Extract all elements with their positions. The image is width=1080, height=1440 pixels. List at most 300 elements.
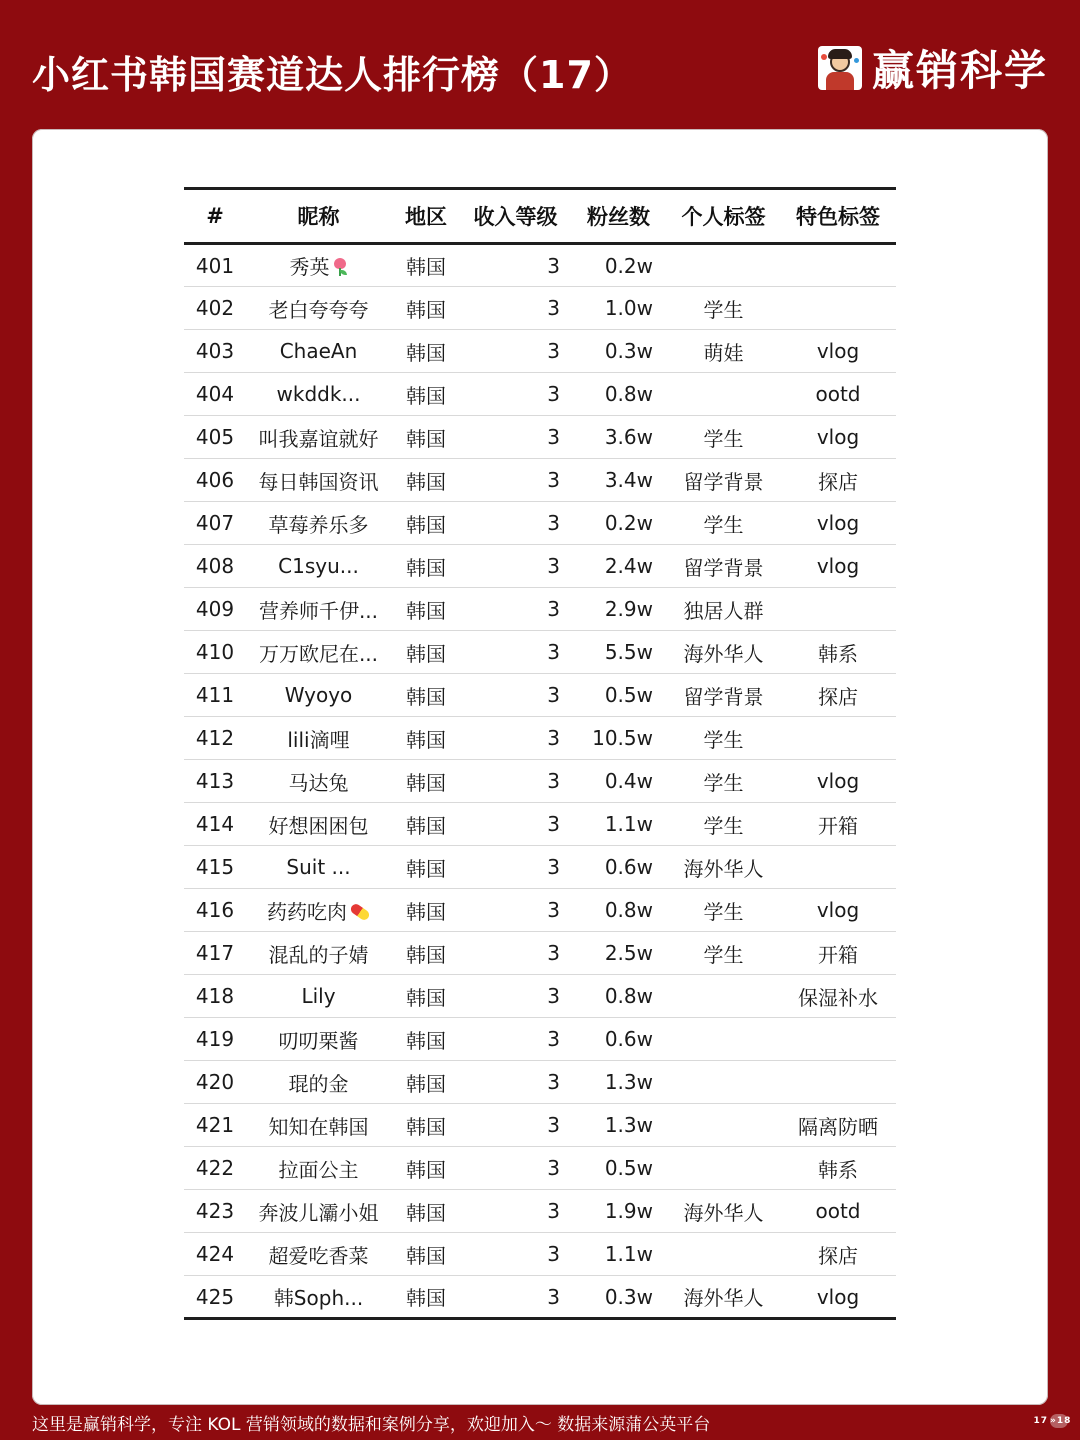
cell-personal-tag <box>667 459 780 502</box>
table-row <box>184 330 896 373</box>
cell-rank <box>184 1233 246 1276</box>
cell-income-level <box>461 502 570 545</box>
cell-followers <box>570 287 667 330</box>
cell-personal-tag <box>667 373 780 416</box>
region-text: 韩国 <box>406 1071 446 1096</box>
brand-name: 赢销科学 <box>871 46 1048 95</box>
table-row <box>184 1233 896 1276</box>
table-row <box>184 631 896 674</box>
income-level-text: 3 <box>547 898 560 922</box>
page-indicator <box>1033 1414 1072 1428</box>
income-level-text: 3 <box>547 1070 560 1094</box>
region-text: 韩国 <box>406 512 446 537</box>
table-row <box>184 1276 896 1319</box>
cell-personal-tag <box>667 1233 780 1276</box>
income-level-text: 3 <box>547 1242 560 1266</box>
header <box>0 0 1080 128</box>
table-row <box>184 760 896 803</box>
personal-tag-text: 留学背景 <box>683 555 764 580</box>
cell-rank <box>184 1104 246 1147</box>
cell-region <box>391 287 461 330</box>
cell-income-level <box>461 459 570 502</box>
feature-tag-text: 探店 <box>818 1243 858 1268</box>
page-current: 17 <box>1033 1416 1048 1426</box>
cell-income-level <box>461 373 570 416</box>
cell-feature-tag <box>780 287 896 330</box>
cell-region <box>391 803 461 846</box>
cell-followers <box>570 803 667 846</box>
cell-income-level <box>461 674 570 717</box>
cell-followers <box>570 459 667 502</box>
followers-text: 0.4w <box>604 769 653 793</box>
cell-rank <box>184 588 246 631</box>
cell-personal-tag <box>667 889 780 932</box>
income-level-text: 3 <box>547 425 560 449</box>
personal-tag-text: 学生 <box>703 770 744 795</box>
followers-text: 5.5w <box>604 640 653 664</box>
cell-income-level <box>461 244 570 287</box>
cell-rank <box>184 975 246 1018</box>
cell-personal-tag <box>667 244 780 287</box>
followers-text: 0.5w <box>604 1156 653 1180</box>
income-level-text: 3 <box>547 726 560 750</box>
rank-text: 403 <box>195 339 235 363</box>
followers-text: 0.8w <box>604 984 653 1008</box>
nickname-text: Wyoyo <box>284 683 353 707</box>
feature-tag-text: 保湿补水 <box>798 985 878 1010</box>
nickname-text: 叫我嘉谊就好 <box>258 426 379 451</box>
cell-nickname <box>246 1190 391 1233</box>
brand <box>818 42 1048 94</box>
column-header-rank: # <box>206 204 224 228</box>
feature-tag-text: ootd <box>815 382 861 406</box>
cell-feature-tag <box>780 416 896 459</box>
feature-tag-text: ootd <box>815 1199 861 1223</box>
region-text: 韩国 <box>406 598 446 623</box>
cell-followers <box>570 1018 667 1061</box>
cell-region <box>391 373 461 416</box>
cell-region <box>391 1104 461 1147</box>
personal-tag-text: 留学背景 <box>683 684 764 709</box>
cell-income-level <box>461 975 570 1018</box>
cell-income-level <box>461 889 570 932</box>
cell-region <box>391 459 461 502</box>
income-level-text: 3 <box>547 1199 560 1223</box>
cell-feature-tag <box>780 588 896 631</box>
region-text: 韩国 <box>406 1243 446 1268</box>
cell-followers <box>570 588 667 631</box>
cell-feature-tag <box>780 1276 896 1319</box>
table-row <box>184 717 896 760</box>
cell-personal-tag <box>667 932 780 975</box>
cell-personal-tag <box>667 545 780 588</box>
feature-tag-text: 隔离防晒 <box>798 1114 878 1139</box>
cell-feature-tag <box>780 502 896 545</box>
followers-text: 0.3w <box>604 1284 653 1309</box>
cell-rank <box>184 1276 246 1319</box>
cell-followers <box>570 416 667 459</box>
region-text: 韩国 <box>406 770 446 795</box>
cell-region <box>391 674 461 717</box>
cell-rank <box>184 416 246 459</box>
income-level-text: 3 <box>547 683 560 707</box>
column-header-followers: 粉丝数 <box>587 205 650 229</box>
region-text: 韩国 <box>406 985 446 1010</box>
cell-region <box>391 416 461 459</box>
cell-nickname <box>246 803 391 846</box>
nickname-text: 韩Soph... <box>273 1286 364 1310</box>
cell-personal-tag <box>667 1276 780 1319</box>
nickname-text: Suit ... <box>286 855 351 879</box>
cell-followers <box>570 631 667 674</box>
cell-nickname <box>246 1276 391 1319</box>
rank-text: 402 <box>195 296 235 320</box>
nickname-text: 营养师千伊... <box>258 598 379 623</box>
table-row <box>184 244 896 287</box>
next-page-icon[interactable]: »18 <box>1050 1416 1072 1426</box>
nickname-text: 奔波儿灞小姐 <box>258 1200 379 1225</box>
followers-text: 1.3w <box>604 1113 653 1137</box>
column-header-income-level: 收入等级 <box>473 205 558 229</box>
cell-followers <box>570 244 667 287</box>
cell-personal-tag <box>667 975 780 1018</box>
personal-tag-text: 学生 <box>703 512 744 537</box>
cell-region <box>391 846 461 889</box>
page-title: 小红书韩国赛道达人排行榜（17） <box>32 53 633 97</box>
cell-followers <box>570 1276 667 1319</box>
income-level-text: 3 <box>547 511 560 535</box>
column-header-feature-tag: 特色标签 <box>796 205 880 229</box>
cell-personal-tag <box>667 1147 780 1190</box>
cell-rank <box>184 545 246 588</box>
rank-text: 406 <box>195 468 235 492</box>
rank-text: 425 <box>195 1284 235 1309</box>
cell-region <box>391 588 461 631</box>
rank-text: 410 <box>195 640 235 664</box>
income-level-text: 3 <box>547 554 560 578</box>
cell-followers <box>570 674 667 717</box>
income-level-text: 3 <box>547 296 560 320</box>
feature-tag-text: vlog <box>816 339 860 363</box>
cell-feature-tag <box>780 846 896 889</box>
personal-tag-text: 学生 <box>703 297 744 322</box>
rank-text: 415 <box>195 855 235 879</box>
followers-text: 0.6w <box>604 855 653 879</box>
region-text: 韩国 <box>406 813 446 838</box>
cell-rank <box>184 932 246 975</box>
cell-feature-tag <box>780 373 896 416</box>
feature-tag-text: 探店 <box>818 684 858 709</box>
cell-feature-tag <box>780 244 896 287</box>
rank-text: 411 <box>195 683 235 707</box>
personal-tag-text: 学生 <box>703 727 744 752</box>
tulip-icon <box>332 258 348 276</box>
income-level-text: 3 <box>547 253 560 278</box>
table-row <box>184 287 896 330</box>
region-text: 韩国 <box>406 942 446 967</box>
table-row <box>184 1147 896 1190</box>
footer-text: 这里是赢销科学，专注 KOL 营销领域的数据和案例分享，欢迎加入～ 数据来源蒲公英平台 <box>32 1415 711 1435</box>
rank-text: 420 <box>195 1070 235 1094</box>
table-row <box>184 373 896 416</box>
cell-region <box>391 760 461 803</box>
cell-rank <box>184 459 246 502</box>
cell-followers <box>570 760 667 803</box>
cell-income-level <box>461 1104 570 1147</box>
cell-rank <box>184 287 246 330</box>
region-text: 韩国 <box>406 856 446 881</box>
followers-text: 0.2w <box>604 511 653 535</box>
region-text: 韩国 <box>406 1157 446 1182</box>
cell-feature-tag <box>780 760 896 803</box>
pill-icon <box>349 902 371 922</box>
feature-tag-text: vlog <box>816 511 860 535</box>
table-row <box>184 1018 896 1061</box>
cell-rank <box>184 631 246 674</box>
region-text: 韩国 <box>406 297 446 322</box>
nickname-text: 每日韩国资讯 <box>258 469 379 494</box>
region-text: 韩国 <box>406 899 446 924</box>
cell-feature-tag <box>780 889 896 932</box>
cell-income-level <box>461 1061 570 1104</box>
cell-followers <box>570 1147 667 1190</box>
cell-feature-tag <box>780 1233 896 1276</box>
income-level-text: 3 <box>547 640 560 664</box>
followers-text: 2.9w <box>604 597 653 621</box>
cell-feature-tag <box>780 674 896 717</box>
nickname-text: 马达兔 <box>288 770 349 795</box>
nickname-text: 老白夸夸夸 <box>268 297 369 322</box>
table-row <box>184 588 896 631</box>
feature-tag-text: 韩系 <box>818 641 858 666</box>
table-row <box>184 545 896 588</box>
cell-rank <box>184 760 246 803</box>
income-level-text: 3 <box>547 597 560 621</box>
region-text: 韩国 <box>406 426 446 451</box>
table-row <box>184 803 896 846</box>
rank-text: 423 <box>195 1199 235 1223</box>
cell-nickname <box>246 330 391 373</box>
cell-nickname <box>246 1233 391 1276</box>
rank-text: 424 <box>195 1242 235 1266</box>
cell-income-level <box>461 588 570 631</box>
cell-nickname <box>246 1061 391 1104</box>
cell-feature-tag <box>780 1190 896 1233</box>
cell-income-level <box>461 1276 570 1319</box>
cell-income-level <box>461 330 570 373</box>
cell-nickname <box>246 588 391 631</box>
cell-rank <box>184 1018 246 1061</box>
cell-personal-tag <box>667 1190 780 1233</box>
region-text: 韩国 <box>406 684 446 709</box>
followers-text: 0.3w <box>604 339 653 363</box>
feature-tag-text: vlog <box>816 1284 860 1309</box>
nickname-text: 拉面公主 <box>278 1157 359 1182</box>
nickname-text: 琨的金 <box>288 1071 349 1096</box>
cell-personal-tag <box>667 1018 780 1061</box>
cell-feature-tag <box>780 1104 896 1147</box>
region-text: 韩国 <box>406 340 446 365</box>
income-level-text: 3 <box>547 1284 560 1309</box>
rank-text: 404 <box>195 382 235 406</box>
cell-rank <box>184 244 246 287</box>
income-level-text: 3 <box>547 1027 560 1051</box>
followers-text: 0.6w <box>604 1027 653 1051</box>
cell-personal-tag <box>667 674 780 717</box>
followers-text: 2.5w <box>604 941 653 965</box>
cell-followers <box>570 846 667 889</box>
income-level-text: 3 <box>547 468 560 492</box>
cell-personal-tag <box>667 846 780 889</box>
cell-region <box>391 631 461 674</box>
nickname-text: 混乱的子婧 <box>268 942 369 967</box>
cell-followers <box>570 373 667 416</box>
rank-text: 412 <box>195 726 235 750</box>
cell-feature-tag <box>780 975 896 1018</box>
cell-followers <box>570 1233 667 1276</box>
rank-text: 421 <box>195 1113 235 1137</box>
cell-nickname <box>246 416 391 459</box>
personal-tag-text: 海外华人 <box>683 641 764 666</box>
cell-personal-tag <box>667 717 780 760</box>
rank-text: 419 <box>195 1027 235 1051</box>
table-row <box>184 1104 896 1147</box>
ranking-table-wrapper <box>184 187 896 1320</box>
nickname-text: Lily <box>301 984 336 1008</box>
cell-rank <box>184 846 246 889</box>
personal-tag-text: 独居人群 <box>683 598 764 623</box>
table-row <box>184 932 896 975</box>
cell-followers <box>570 545 667 588</box>
cell-feature-tag <box>780 932 896 975</box>
column-header-region: 地区 <box>405 205 447 229</box>
cell-region <box>391 1233 461 1276</box>
table-body <box>184 244 896 1319</box>
cell-region <box>391 1018 461 1061</box>
personal-tag-text: 海外华人 <box>683 1286 764 1310</box>
nickname-text: 超爱吃香菜 <box>268 1243 369 1268</box>
cell-followers <box>570 975 667 1018</box>
followers-text: 0.8w <box>604 382 653 406</box>
cell-income-level <box>461 932 570 975</box>
followers-text: 0.2w <box>604 253 653 278</box>
content-card <box>32 129 1048 1405</box>
cell-nickname <box>246 502 391 545</box>
cell-region <box>391 330 461 373</box>
rank-text: 413 <box>195 769 235 793</box>
followers-text: 1.9w <box>604 1199 653 1223</box>
followers-text: 3.6w <box>604 425 653 449</box>
personal-tag-text: 学生 <box>703 942 744 967</box>
cell-nickname <box>246 459 391 502</box>
personal-tag-text: 萌娃 <box>703 340 744 365</box>
cell-nickname <box>246 1104 391 1147</box>
feature-tag-text: 探店 <box>818 469 858 494</box>
region-text: 韩国 <box>406 555 446 580</box>
feature-tag-text: 韩系 <box>818 1157 858 1182</box>
cell-personal-tag <box>667 588 780 631</box>
followers-text: 1.1w <box>604 812 653 836</box>
region-text: 韩国 <box>406 727 446 752</box>
nickname-text: 药药吃肉 <box>267 899 347 924</box>
table-row <box>184 1190 896 1233</box>
rank-text: 401 <box>195 253 235 278</box>
table-row <box>184 975 896 1018</box>
table-row <box>184 846 896 889</box>
income-level-text: 3 <box>547 1113 560 1137</box>
feature-tag-text: vlog <box>816 554 860 578</box>
cell-rank <box>184 674 246 717</box>
cell-personal-tag <box>667 416 780 459</box>
cell-region <box>391 244 461 287</box>
cell-nickname <box>246 975 391 1018</box>
cell-income-level <box>461 846 570 889</box>
cell-region <box>391 932 461 975</box>
rank-text: 422 <box>195 1156 235 1180</box>
table-row <box>184 459 896 502</box>
income-level-text: 3 <box>547 339 560 363</box>
table-row <box>184 1061 896 1104</box>
income-level-text: 3 <box>547 984 560 1008</box>
cell-nickname <box>246 760 391 803</box>
cell-rank <box>184 1147 246 1190</box>
cell-personal-tag <box>667 803 780 846</box>
cell-nickname <box>246 287 391 330</box>
income-level-text: 3 <box>547 769 560 793</box>
table-row <box>184 674 896 717</box>
feature-tag-text: 开箱 <box>818 813 858 838</box>
cell-nickname <box>246 545 391 588</box>
income-level-text: 3 <box>547 855 560 879</box>
region-text: 韩国 <box>406 383 446 408</box>
nickname-text: ChaeAn <box>279 339 358 363</box>
cell-followers <box>570 502 667 545</box>
table-header-row <box>184 189 896 244</box>
cell-personal-tag <box>667 1061 780 1104</box>
cell-rank <box>184 330 246 373</box>
cell-income-level <box>461 1190 570 1233</box>
cell-rank <box>184 717 246 760</box>
cell-nickname <box>246 244 391 287</box>
rank-text: 405 <box>195 425 235 449</box>
cell-followers <box>570 1061 667 1104</box>
income-level-text: 3 <box>547 1156 560 1180</box>
cell-region <box>391 1276 461 1319</box>
rank-text: 408 <box>195 554 235 578</box>
cell-region <box>391 717 461 760</box>
column-header-nickname: 昵称 <box>297 205 340 229</box>
region-text: 韩国 <box>406 1286 446 1310</box>
cell-feature-tag <box>780 803 896 846</box>
cell-rank <box>184 502 246 545</box>
cell-nickname <box>246 1147 391 1190</box>
feature-tag-text: vlog <box>816 769 860 793</box>
income-level-text: 3 <box>547 382 560 406</box>
nickname-text: 知知在韩国 <box>268 1114 369 1139</box>
cell-region <box>391 1190 461 1233</box>
cell-rank <box>184 889 246 932</box>
followers-text: 1.3w <box>604 1070 653 1094</box>
cell-region <box>391 975 461 1018</box>
cell-income-level <box>461 717 570 760</box>
cell-followers <box>570 717 667 760</box>
nickname-text: 万万欧尼在... <box>258 641 379 666</box>
rank-text: 416 <box>195 898 235 922</box>
cell-nickname <box>246 373 391 416</box>
income-level-text: 3 <box>547 941 560 965</box>
cell-rank <box>184 1190 246 1233</box>
column-header-personal-tag: 个人标签 <box>681 205 766 229</box>
